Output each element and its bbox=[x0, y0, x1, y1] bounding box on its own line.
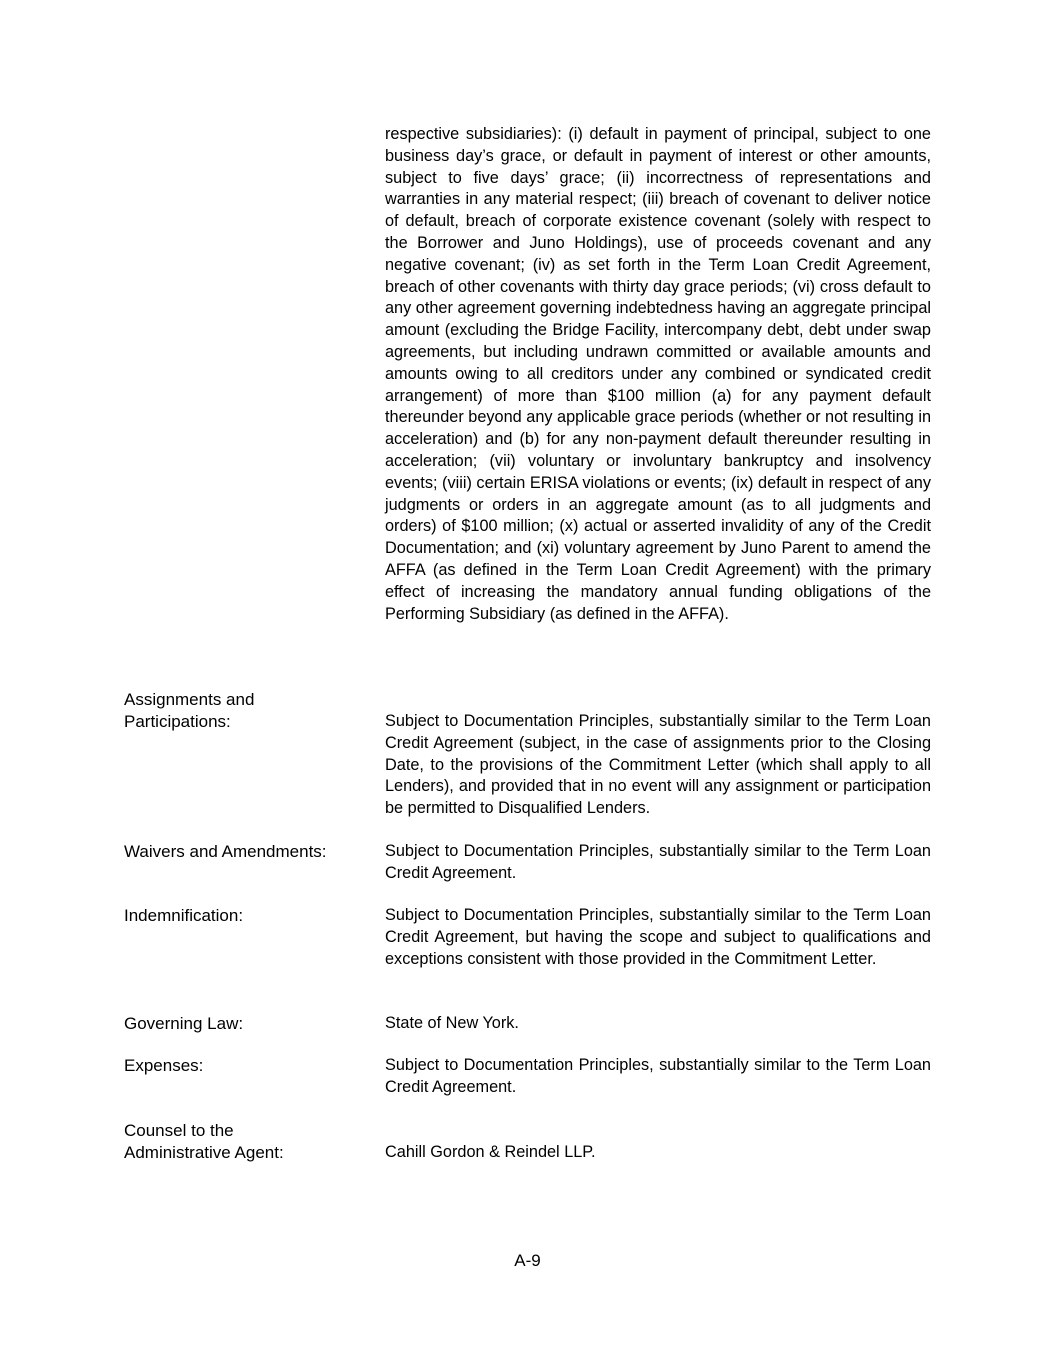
section-text: State of New York. bbox=[385, 1014, 519, 1032]
page-number: A-9 bbox=[514, 1251, 541, 1270]
section-label: Waivers and Amendments: bbox=[124, 842, 327, 861]
section-text: Subject to Documentation Principles, substantially similar to the Term Loan Credit Agreement. bbox=[385, 842, 931, 882]
section-text: Subject to Documentation Principles, substantially similar to the Term Loan Credit Agreement (subject, in the case of assignments prior to the Closing Date, to the provisions of the Commitment Letter (which shall apply to all Lenders), and provided that in no event will any assignment or participation be permitted to Disqualified Lenders. bbox=[385, 712, 931, 818]
section-label: Assignments and Participations: bbox=[124, 690, 255, 731]
section-label: Expenses: bbox=[124, 1056, 204, 1075]
section-text: Subject to Documentation Principles, substantially similar to the Term Loan Credit Agreement, but having the scope and subject to qualifications and exceptions consistent with those provided in the Commitment Letter. bbox=[385, 906, 931, 968]
section-label: Counsel to the Administrative Agent: bbox=[124, 1121, 284, 1162]
section-text: Cahill Gordon & Reindel LLP. bbox=[385, 1143, 596, 1161]
events-of-default-continuation: respective subsidiaries): (i) default in payment of principal, subject to one business day’s grace, or default in payment of interest or other amounts, subject to five days’ grace; (ii) incorrectness of representations and warranties in any material respect; (iii) breach of covenant to deliver notice of default, breach of corporate existence covenant (solely with respect to the Borrower and Juno Holdings), use of proceeds covenant and any negative covenant; (iv) as set forth in the Term Loan Credit Agreement, breach of other covenants with thirty day grace periods; (vi) cross default to any other agreement governing indebtedness having an aggregate principal amount (excluding the Bridge Facility, intercompany debt, debt under swap agreements, but including undrawn committed or available amounts and amounts owing to all creditors under any combined or syndicated credit arrangement) of more than $100 million (a) for any payment default thereunder beyond any applicable grace periods (whether or not resulting in acceleration) and (b) for any non-payment default thereunder resulting in acceleration; (vii) voluntary or involuntary bankruptcy and insolvency events; (viii) certain ERISA violations or events; (ix) default in respect of any judgments or orders in an aggregate amount (as to all judgments and orders) of $100 million; (x) actual or asserted invalidity of any of the Credit Documentation; and (xi) voluntary agreement by Juno Parent to amend the AFFA (as defined in the Term Loan Credit Agreement) with the primary effect of increasing the mandatory annual funding obligations of the Performing Subsidiary (as defined in the AFFA). bbox=[385, 125, 931, 623]
section-label: Governing Law: bbox=[124, 1014, 244, 1033]
section-label: Indemnification: bbox=[124, 906, 244, 925]
section-text: Subject to Documentation Principles, substantially similar to the Term Loan Credit Agreement. bbox=[385, 1056, 931, 1096]
